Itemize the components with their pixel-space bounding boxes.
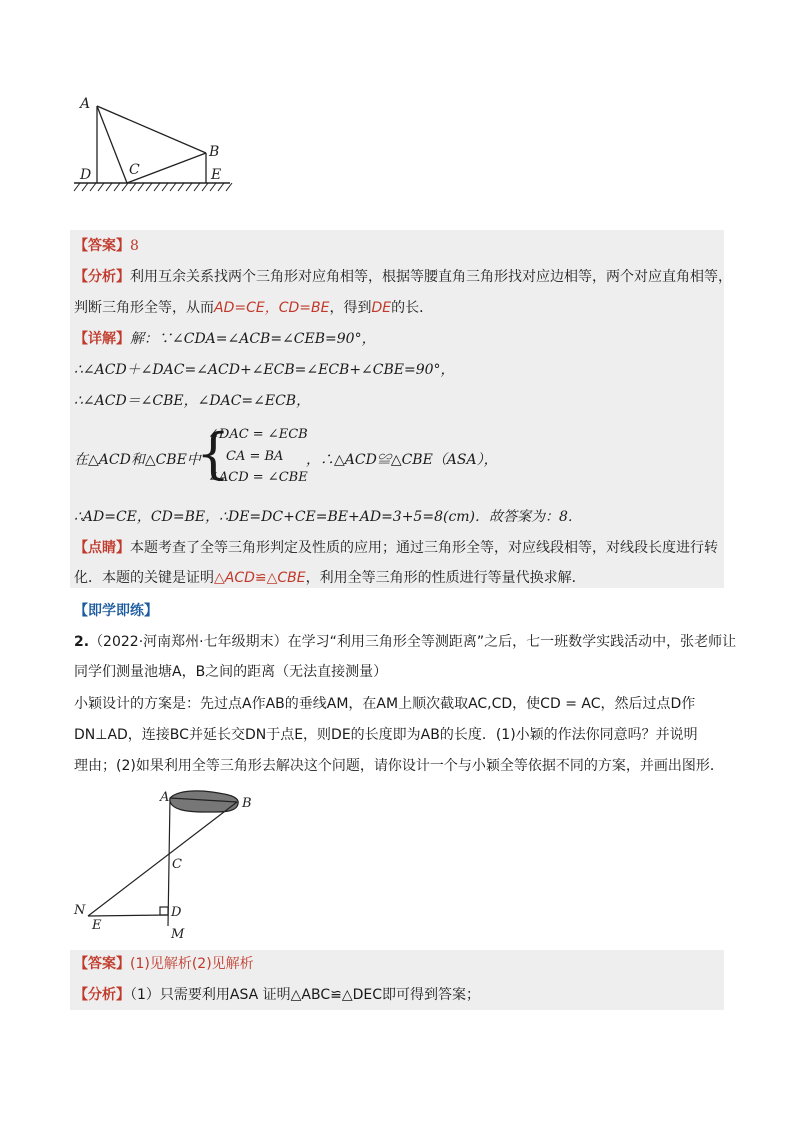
- comment-text-2a: 化．本题的关键是证明: [74, 570, 214, 586]
- analysis-text-2b: AD=CE，CD=BE: [214, 300, 330, 316]
- practice-heading: 【即学即练】: [74, 603, 158, 619]
- label-d2: D: [171, 905, 182, 920]
- detail-line-3: ∴∠ACD＝∠CBE，∠DAC=∠ECB，: [74, 393, 311, 409]
- label-b2: B: [242, 796, 252, 811]
- q2-number: 2.: [74, 634, 90, 650]
- comment-line-1: [74, 538, 718, 558]
- analysis-text-2c: ，得到: [329, 300, 372, 316]
- analysis-text-2a: 判断三角形全等，从而: [74, 300, 214, 316]
- detail-line-2: ∴∠ACD＋∠DAC=∠ACD+∠ECB=∠ECB+∠CBE=90°，: [74, 362, 455, 378]
- label-a: A: [80, 96, 91, 112]
- q2-analysis-tag: 【分析】: [74, 987, 130, 1003]
- label-d: D: [80, 167, 92, 183]
- analysis-text-2d: DE: [371, 300, 392, 316]
- comment-text-1: 本题考查了全等三角形判定及性质的应用；通过三角形全等，对应线段相等，对线段长度进行转: [130, 540, 718, 556]
- system-row-1: ∠DAC = ∠ECB: [208, 427, 308, 442]
- figure-pond-measurement: [70, 786, 270, 944]
- comment-text-2c: ，利用全等三角形的性质进行等量代换求解．: [305, 570, 586, 586]
- analysis-line-1: [74, 267, 732, 287]
- analysis-text-1: 利用互余关系找两个三角形对应角相等，根据等腰直角三角形找对应边相等，两个对应直角相等，: [130, 269, 732, 285]
- label-a2: A: [160, 790, 170, 805]
- label-c2: C: [172, 857, 182, 872]
- comment-text-2b: △ACD≌△CBE: [214, 570, 306, 586]
- equation-system: [196, 424, 306, 490]
- answer-tag: 【答案】: [74, 238, 130, 254]
- detail-line-5: ∴AD=CE，CD=BE，∴DE=DC+CE=BE+AD=3+5=8(cm)．故答案为：8．: [74, 509, 582, 525]
- answer-line: [74, 236, 139, 256]
- system-row-2: CA = BA: [226, 449, 284, 464]
- q2-answer-tag: 【答案】: [74, 956, 130, 972]
- q2-line-1: [74, 632, 736, 652]
- comment-tag: 【点睛】: [74, 540, 130, 556]
- answer-value: 8: [130, 238, 139, 254]
- q2-answer-value: (1)见解析(2)见解析: [130, 956, 254, 972]
- label-b: B: [209, 144, 220, 160]
- system-row-3: ∠ACD = ∠CBE: [208, 470, 308, 485]
- detail-text-1: 解：∵∠CDA=∠ACB=∠CEB=90°，: [130, 331, 376, 347]
- label-c: C: [129, 162, 140, 178]
- q2-line-5: 理由；(2)如果利用全等三角形去解决这个问题，请你设计一个与小颖全等依据不同的方案，并画出图形．: [74, 758, 724, 774]
- label-n2: N: [74, 903, 86, 918]
- brace-symbol: {: [196, 422, 231, 485]
- q2-line-3: 小颖设计的方案是：先过点A作AB的垂线AM，在AM上顺次截取AC,CD，使CD = AC，然后过点D作: [74, 696, 696, 712]
- label-e2: E: [92, 918, 102, 933]
- q2-analysis-text: （1）只需要利用ASA 证明△ABC≌△DEC即可得到答案；: [130, 987, 481, 1003]
- label-m2: M: [171, 927, 185, 942]
- q2-analysis-line: [74, 985, 480, 1005]
- detail-line-4-post: ，∴△ACD≌△CBE（ASA），: [306, 452, 498, 468]
- analysis-text-2e: 的长．: [391, 300, 434, 316]
- detail-line-1: [74, 329, 376, 349]
- label-e: E: [211, 167, 222, 183]
- analysis-line-2: [74, 298, 433, 318]
- detail-tag: 【详解】: [74, 331, 130, 347]
- comment-line-2: [74, 568, 586, 588]
- q2-line-4: DN⊥AD，连接BC并延长交DN于点E，则DE的长度即为AB的长度．(1)小颖的作法你同意吗？并说明: [74, 727, 698, 743]
- q2-answer-line: [74, 954, 254, 974]
- q2-source: （2022·河南郑州·七年级期末）: [89, 634, 288, 650]
- figure-triangles-acd-cbe: [70, 92, 240, 200]
- detail-line-4-pre: 在△ACD和△CBE中: [74, 452, 201, 468]
- analysis-tag: 【分析】: [74, 269, 130, 285]
- q2-text-1: 在学习“利用三角形全等测距离”之后，七一班数学实践活动中，张老师让: [287, 634, 737, 650]
- q2-line-2: 同学们测量池塘A，B之间的距离（无法直接测量）: [74, 664, 388, 680]
